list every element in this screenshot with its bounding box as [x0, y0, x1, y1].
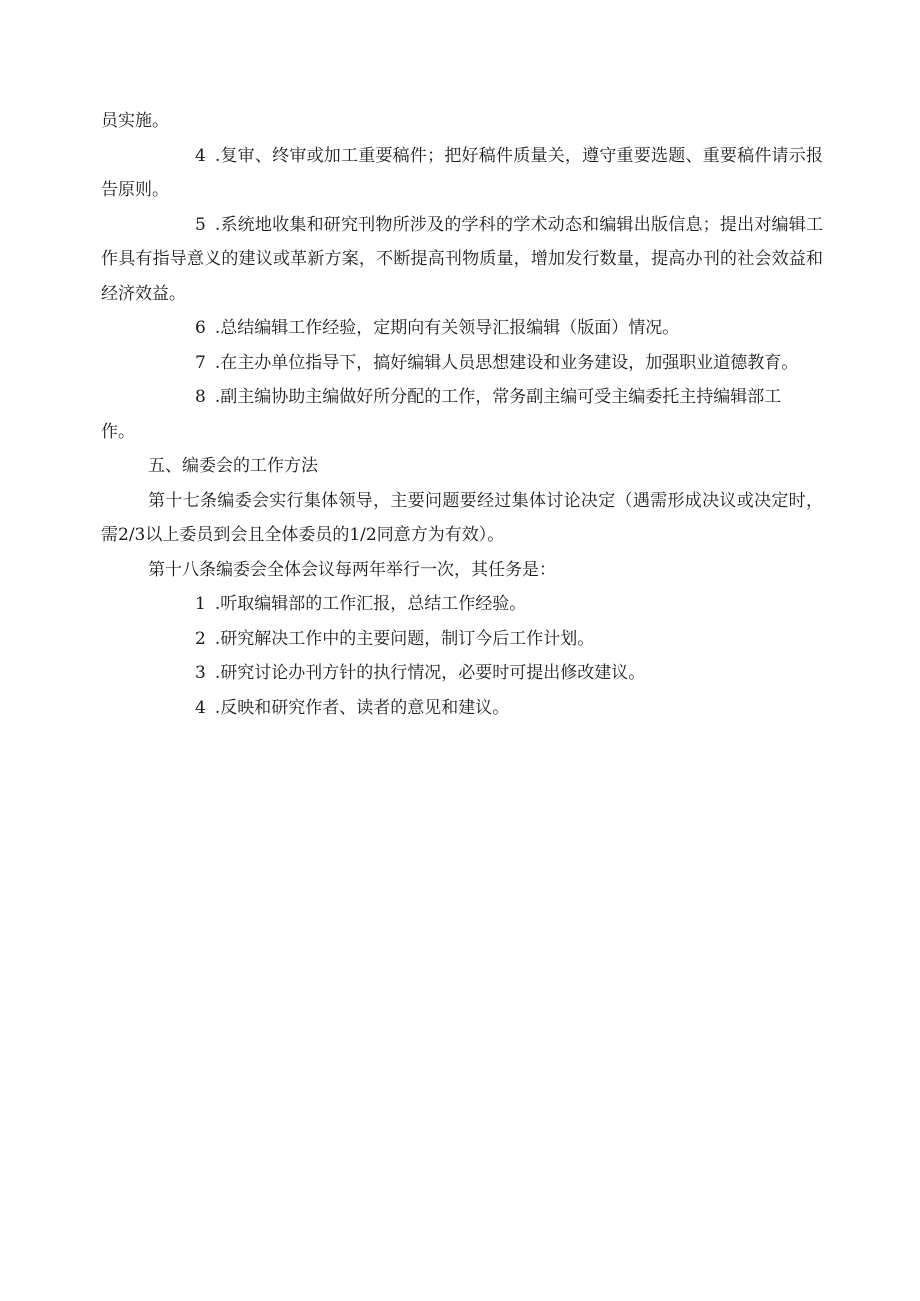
- paragraph-text: .复审、终审或加工重要稿件；把好稿件质量关，遵守重要选题、重要稿件请示报告原则。: [101, 145, 823, 200]
- task-item-3: [101, 656, 823, 691]
- list-number: 4: [195, 145, 206, 166]
- paragraph-text: .总结编辑工作经验，定期向有关领导汇报编辑（版面）情况。: [214, 318, 680, 338]
- article-17: [101, 484, 823, 553]
- task-item-2: [101, 622, 823, 657]
- paragraph-text: .反映和研究作者、读者的意见和建议。: [214, 697, 510, 718]
- paragraph-text: .研究讨论办刊方针的执行情况，必要时可提出修改建议。: [214, 663, 646, 683]
- heading-text: 五、编委会的工作方法: [148, 456, 318, 476]
- list-number: 8: [195, 387, 206, 407]
- paragraph-text: 第十七条编委会实行集体领导，主要问题要经过集体讨论决定（遇需形成决议或决定时，需2/3以上委员到会且全体委员的1/2同意方为有效）。: [101, 490, 823, 545]
- section-heading: [101, 449, 823, 484]
- paragraph-text: .副主编协助主编做好所分配的工作，常务副主编可受主编委托主持编辑部工: [214, 387, 782, 407]
- list-item-4: [101, 139, 823, 208]
- list-number: 5: [195, 214, 206, 235]
- document-body: [101, 104, 823, 725]
- paragraph-text: .研究解决工作中的主要问题，制订今后工作计划。: [214, 628, 595, 649]
- list-number: 7: [195, 352, 206, 373]
- list-item-8: [101, 380, 823, 415]
- task-item-4: [101, 691, 823, 726]
- list-item-6: [101, 311, 823, 346]
- paragraph-continuation: [101, 415, 823, 450]
- paragraph-text: 员实施。: [101, 111, 169, 131]
- task-item-1: [101, 587, 823, 622]
- paragraph-text: .听取编辑部的工作汇报，总结工作经验。: [214, 594, 527, 614]
- article-18: [101, 553, 823, 588]
- paragraph-text: .在主办单位指导下，搞好编辑人员思想建设和业务建设，加强职业道德教育。: [214, 352, 799, 373]
- list-number: 4: [195, 697, 206, 718]
- list-number: 1: [195, 594, 206, 614]
- list-number: 6: [195, 318, 206, 338]
- paragraph-continuation: [101, 104, 823, 139]
- list-item-7: [101, 346, 823, 381]
- list-number: 3: [195, 663, 206, 683]
- list-number: 2: [195, 628, 206, 649]
- paragraph-text: .系统地收集和研究刊物所涉及的学科的学术动态和编辑出版信息；提出对编辑工作具有指导意义的建议或革新方案，不断提高刊物质量，增加发行数量，提高办刊的社会效益和经济效益。: [101, 214, 823, 304]
- paragraph-text: 第十八条编委会全体会议每两年举行一次，其任务是：: [148, 559, 556, 580]
- list-item-5: [101, 208, 823, 312]
- paragraph-text: 作。: [101, 421, 135, 442]
